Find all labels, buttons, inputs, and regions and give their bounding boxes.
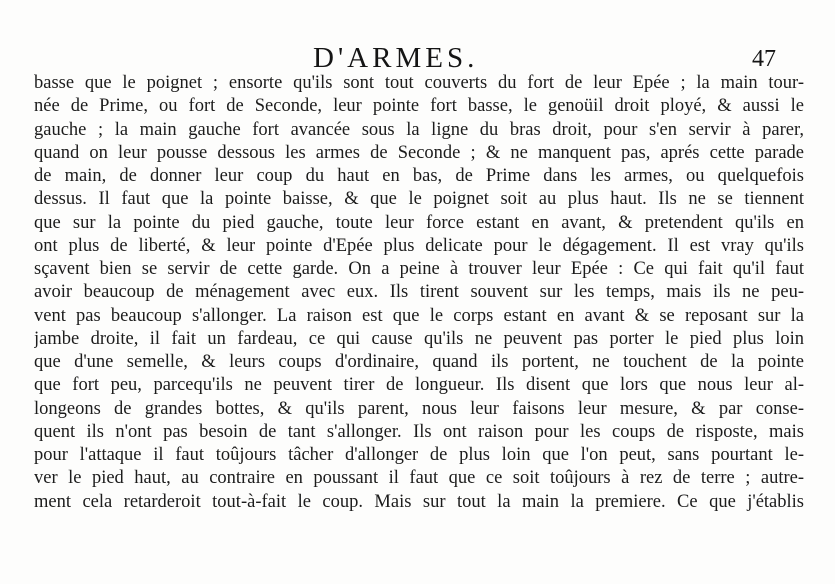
text-line: née de Prime, ou fort de Seconde, leur pointe fort basse, le genoüil droit ployé, & aussi le [34,96,804,117]
text-line: que sur la pointe du pied gauche, toute leur force estant en avant, & pretendent qu'ils en [34,212,804,233]
page-number: 47 [752,46,776,72]
running-head-title: D'ARMES. [313,42,479,74]
text-line: pour l'attaque il faut toûjours tâcher d'allonger de plus loin que l'on peut, sans pourtant le- [34,445,804,465]
text-line: quent ils n'ont pas besoin de tant s'allonger. Ils ont raison pour les coups de rispostе, mais [34,421,804,442]
text-line: quand on leur pousse dessous les armes de Seconde ; & ne manquent pas, aprés cette parade [34,142,804,163]
text-line: dessus. Il faut que la pointe baisse, & que le poignet soit au plus haut. Ils ne se tiennent [34,189,804,210]
text-line: gauche ; la main gauche fort avancée sous la ligne du bras droit, pour s'en servir à parer, [34,119,804,140]
text-line: vent pas beaucoup s'allonger. La raison est que le corps estant en avant & se reposant sur la [34,305,804,326]
text-line: ver le pied haut, au contraire en poussant il faut que ce soit toûjours à rez de terre ; autre- [34,468,804,489]
text-line: de main, de donner leur coup du haut en bas, de Prime dans les armes, ou quelquefois [34,166,804,186]
text-line: jambe droite, il fait un fardeau, ce qui cause qu'ils ne peuvent pas porter le pied plus loin [34,328,804,349]
text-line: longeons de grandes bottes, & qu'ils parent, nous leur faisons leur mesure, & par conse- [34,398,804,419]
body-text [34,72,804,514]
text-line: ont plus de liberté, & leur pointe d'Epée plus delicate pour le dégagement. Il est vray qu'ils [34,235,804,256]
text-line: que fort peu, parcequ'ils ne peuvent tirer de longueur. Ils disent que lors que nous leur al- [34,375,804,396]
text-line: avoir beaucoup de ménagement avec eux. Ils tirent souvent sur les temps, mais ils ne peu- [34,282,804,303]
text-line: ment cela retarderoit tout-à-fait le coup. Mais sur tout la main la premiere. Ce que j'établis [34,491,804,512]
text-line: basse que le poignet ; ensorte qu'ils sont tout couverts du fort de leur Epée ; la main tour- [34,73,804,93]
text-line: que d'une semelle, & leurs coups d'ordinaire, quand ils portent, ne touchent de la pointe [34,352,804,372]
text-line: sçavent bien se servir de cette garde. On a peine à trouver leur Epée : Ce qui fait qu'il faut [34,259,804,279]
